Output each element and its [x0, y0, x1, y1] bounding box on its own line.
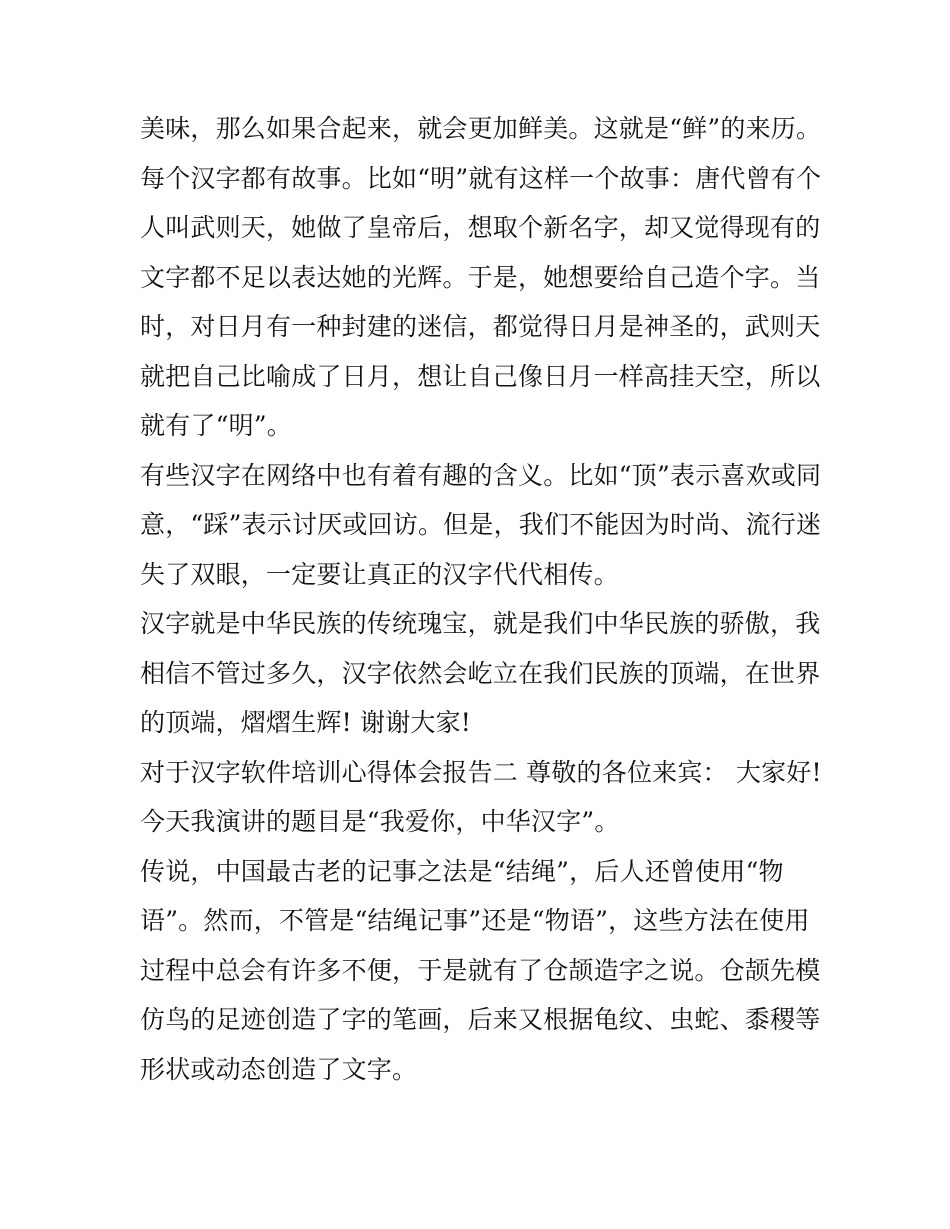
text-line: 人叫武则天，她做了皇帝后，想取个新名字，却又觉得现有的 [140, 213, 821, 242]
text-line: 时，对日月有一种封建的迷信，都觉得日月是神圣的，武则天 [140, 312, 821, 341]
text-line: 就有了“明”。 [140, 411, 292, 440]
text-line: 文字都不足以表达她的光辉。于是，她想要给自己造个字。当 [140, 262, 821, 292]
text-line: 就把自己比喻成了日月，想让自己像日月一样高挂天空，所以 [140, 361, 821, 391]
text-line: 对于汉字软件培训心得体会报告二 尊敬的各位来宾： 大家好! [140, 757, 822, 787]
text-line: 每个汉字都有故事。比如“明”就有这样一个故事：唐代曾有个 [140, 163, 822, 193]
document-body [140, 104, 820, 1094]
text-line: 意，“踩”表示讨厌或回访。但是，我们不能因为时尚、流行迷 [140, 510, 822, 539]
text-line: 传说，中国最古老的记事之法是“结绳”，后人还曾使用“物 [140, 856, 784, 886]
text-line: 语”。然而，不管是“结绳记事”还是“物语”，这些方法在使用 [140, 906, 810, 935]
text-line: 相信不管过多久，汉字依然会屹立在我们民族的顶端，在世界 [140, 658, 821, 688]
text-line: 汉字就是中华民族的传统瑰宝，就是我们中华民族的骄傲，我 [140, 609, 821, 638]
text-line: 过程中总会有许多不便，于是就有了仓颉造字之说。仓颉先模 [140, 955, 821, 985]
text-line: 美味，那么如果合起来，就会更加鲜美。这就是“鲜”的来历。 [140, 114, 822, 143]
text-line: 今天我演讲的题目是“我爱你，中华汉字”。 [140, 807, 620, 836]
text-line: 形状或动态创造了文字。 [140, 1054, 418, 1084]
text-line: 仿鸟的足迹创造了字的笔画，后来又根据龟纹、虫蛇、黍稷等 [140, 1005, 821, 1034]
text-line: 失了双眼，一定要让真正的汉字代代相传。 [140, 559, 619, 589]
text-line: 的顶端，熠熠生辉! 谢谢大家! [140, 708, 472, 737]
text-line: 有些汉字在网络中也有着有趣的含义。比如“顶”表示喜欢或同 [140, 460, 822, 490]
